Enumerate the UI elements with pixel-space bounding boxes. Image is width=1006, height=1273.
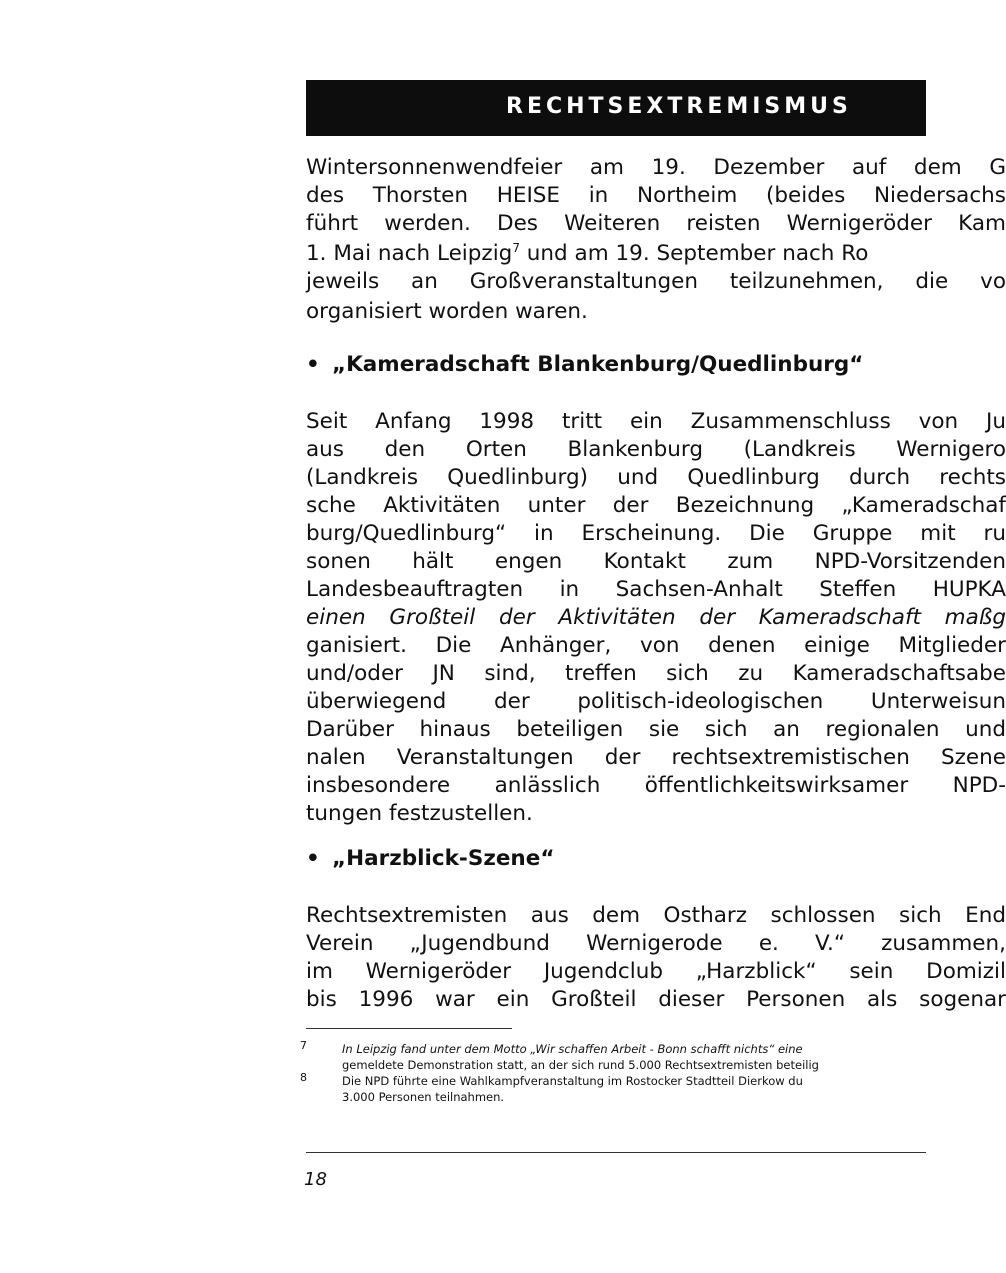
paragraph-line: Verein „Jugendbund Wernigerode e. V.“ zusammen, xyxy=(306,931,1006,956)
page-footer-rule xyxy=(306,1152,926,1153)
footnote-line: 3.000 Personen teilnahmen. xyxy=(342,1090,505,1104)
page-number: 18 xyxy=(304,1169,327,1190)
bullet-icon: • xyxy=(306,352,320,377)
paragraph-line: burg/Quedlinburg“ in Erscheinung. Die Gruppe mit ru xyxy=(306,521,1006,546)
footnote-number: 7 xyxy=(300,1039,307,1052)
paragraph-line: des Thorsten HEISE in Northeim (beides Niedersachs xyxy=(306,183,1006,208)
paragraph-line: ganisiert. Die Anhänger, von denen einige Mitglieder xyxy=(306,633,1006,658)
paragraph-line: bis 1996 war ein Großteil dieser Personen als sogenar xyxy=(306,987,1006,1012)
paragraph-line: führt werden. Des Weiteren reisten Wernigeröder Kam xyxy=(306,211,1006,236)
paragraph-line: sche Aktivitäten unter der Bezeichnung „Kameradschaf xyxy=(306,493,1006,518)
paragraph-line: überwiegend der politisch-ideologischen Unterweisun xyxy=(306,689,1006,714)
footnote-separator xyxy=(306,1028,512,1029)
bullet-icon: • xyxy=(306,846,320,871)
footnote-number: 8 xyxy=(300,1071,307,1084)
paragraph-line: im Wernigeröder Jugendclub „Harzblick“ sein Domizil xyxy=(306,959,1006,984)
paragraph-line: (Landkreis Quedlinburg) und Quedlinburg durch rechts xyxy=(306,465,1006,490)
paragraph-line: Seit Anfang 1998 tritt ein Zusammenschluss von Ju xyxy=(306,409,1006,434)
paragraph-line: einen Großteil der Aktivitäten der Kameradschaft maßg xyxy=(306,605,1006,630)
paragraph-line: aus den Orten Blankenburg (Landkreis Wernigero xyxy=(306,437,1006,462)
section-header-title: RECHTSEXTREMISMUS xyxy=(506,94,852,119)
footnote-line: Die NPD führte eine Wahlkampfveranstaltung im Rostocker Stadtteil Dierkow du xyxy=(342,1074,803,1088)
footnote-line: In Leipzig fand unter dem Motto „Wir schaffen Arbeit - Bonn schafft nichts“ eine xyxy=(342,1042,803,1056)
paragraph-line: organisiert worden waren. xyxy=(306,299,588,324)
paragraph-line: jeweils an Großveranstaltungen teilzunehmen, die vo xyxy=(306,269,1006,294)
section-heading: • „Harzblick-Szene“ xyxy=(306,846,555,871)
paragraph-line: Wintersonnenwendfeier am 19. Dezember auf dem G xyxy=(306,155,1006,180)
footnote-line: gemeldete Demonstration statt, an der sich rund 5.000 Rechtsextremisten beteilig xyxy=(342,1058,819,1072)
paragraph-line: Landesbeauftragten in Sachsen-Anhalt Steffen HUPKA xyxy=(306,577,1006,602)
paragraph-line: tungen festzustellen. xyxy=(306,801,533,826)
paragraph-line: nalen Veranstaltungen der rechtsextremistischen Szene xyxy=(306,745,1006,770)
paragraph-line: sonen hält engen Kontakt zum NPD-Vorsitzenden xyxy=(306,549,1006,574)
footnote-reference: 7 xyxy=(512,240,520,255)
paragraph-line: Darüber hinaus beteiligen sie sich an regionalen und xyxy=(306,717,1006,742)
paragraph-line: 1. Mai nach Leipzig$^7$ und am 19. September nach Ro xyxy=(306,240,869,266)
section-heading: • „Kameradschaft Blankenburg/Quedlinburg“ xyxy=(306,352,864,377)
paragraph-line: insbesondere anlässlich öffentlichkeitswirksamer NPD- xyxy=(306,773,1006,798)
section-header-bar xyxy=(306,80,926,136)
paragraph-line: und/oder JN sind, treffen sich zu Kameradschaftsabe xyxy=(306,661,1006,686)
paragraph-line: Rechtsextremisten aus dem Ostharz schlossen sich End xyxy=(306,903,1006,928)
